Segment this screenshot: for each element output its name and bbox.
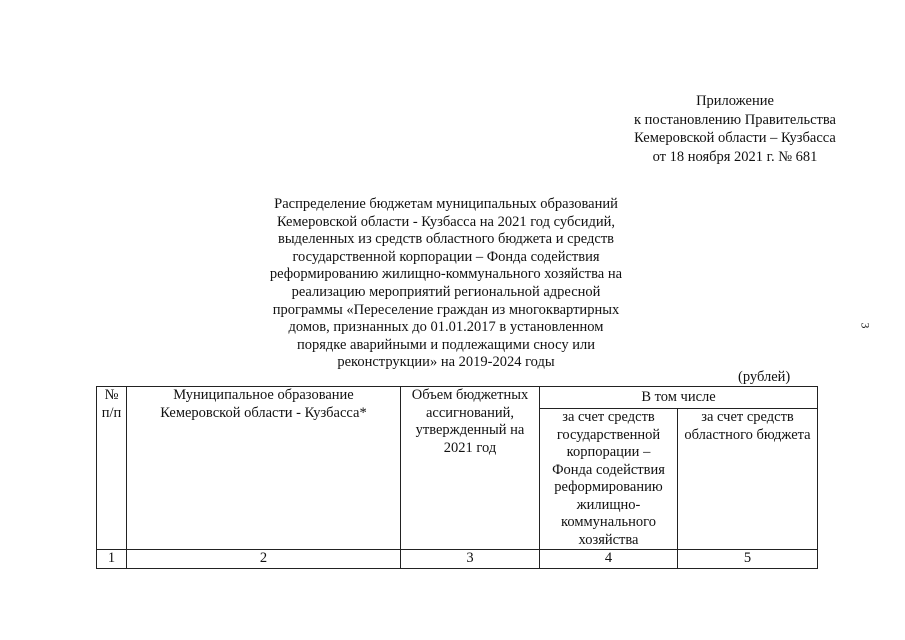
header-line: утвержденный на — [415, 422, 525, 438]
title-line: реконструкции» на 2019-2024 годы — [337, 354, 555, 371]
column-number-cell: 3 — [401, 550, 540, 569]
header-cell-regional-budget-funds — [678, 409, 818, 550]
title-line: выделенных из средств областного бюджета и средств — [277, 231, 615, 248]
title-line: реализацию мероприятий региональной адресной — [291, 283, 601, 300]
appendix-block — [600, 92, 870, 166]
header-cell-number — [97, 387, 127, 550]
title-line: порядке аварийными и подлежащими сносу или — [296, 336, 596, 353]
page-number: 3 — [858, 322, 873, 329]
appendix-line: Приложение — [696, 93, 774, 109]
header-line: корпорации – — [566, 444, 651, 460]
header-line: жилищно- — [576, 496, 641, 513]
title-line: реформированию жилищно-коммунального хозяйства на — [269, 266, 623, 283]
header-line: п/п — [101, 404, 122, 421]
column-number-cell: 1 — [97, 550, 127, 569]
header-line: областного бюджета — [684, 426, 811, 443]
header-cell-municipality — [127, 387, 401, 550]
title-line: программы «Переселение граждан из многоквартирных — [272, 301, 620, 318]
header-line: реформированию — [554, 479, 663, 495]
header-line: Объем бюджетных — [411, 387, 529, 403]
distribution-table — [96, 386, 818, 569]
title-line: государственной корпорации – Фонда содействия — [292, 248, 600, 265]
header-line: за счет средств — [701, 409, 794, 425]
column-number-cell: 2 — [127, 550, 401, 569]
document-title — [220, 196, 672, 372]
units-label: (рублей) — [738, 369, 791, 385]
header-line: хозяйства — [578, 531, 639, 548]
header-line: за счет средств — [562, 409, 655, 425]
appendix-line: к постановлению Правительства — [634, 111, 836, 128]
header-cell-including: В том числе — [540, 387, 818, 409]
title-line: Кемеровской области - Кузбасса на 2021 год субсидий, — [276, 213, 616, 230]
header-cell-state-corporation-funds — [540, 409, 678, 550]
column-number-cell: 4 — [540, 550, 678, 569]
header-line: № — [104, 387, 119, 403]
table-header-row — [97, 387, 818, 409]
header-line: Кемеровской области - Кузбасса* — [160, 404, 367, 421]
header-line: коммунального — [561, 514, 656, 530]
header-line: Муниципальное образование — [173, 387, 354, 403]
header-cell-budget-volume — [401, 387, 540, 550]
appendix-line: Кемеровской области – Кузбасса — [634, 130, 836, 146]
header-line: государственной — [556, 426, 661, 443]
column-number-cell: 5 — [678, 550, 818, 569]
column-number-row — [97, 550, 818, 569]
title-line: домов, признанных до 01.01.2017 в установленном — [288, 319, 604, 336]
header-line: 2021 год — [443, 439, 497, 456]
appendix-line: от 18 ноября 2021 г. № 681 — [652, 148, 818, 165]
header-line: Фонда содействия — [552, 461, 665, 478]
title-line: Распределение бюджетам муниципальных образований — [274, 196, 618, 212]
header-line: ассигнований, — [425, 404, 515, 421]
